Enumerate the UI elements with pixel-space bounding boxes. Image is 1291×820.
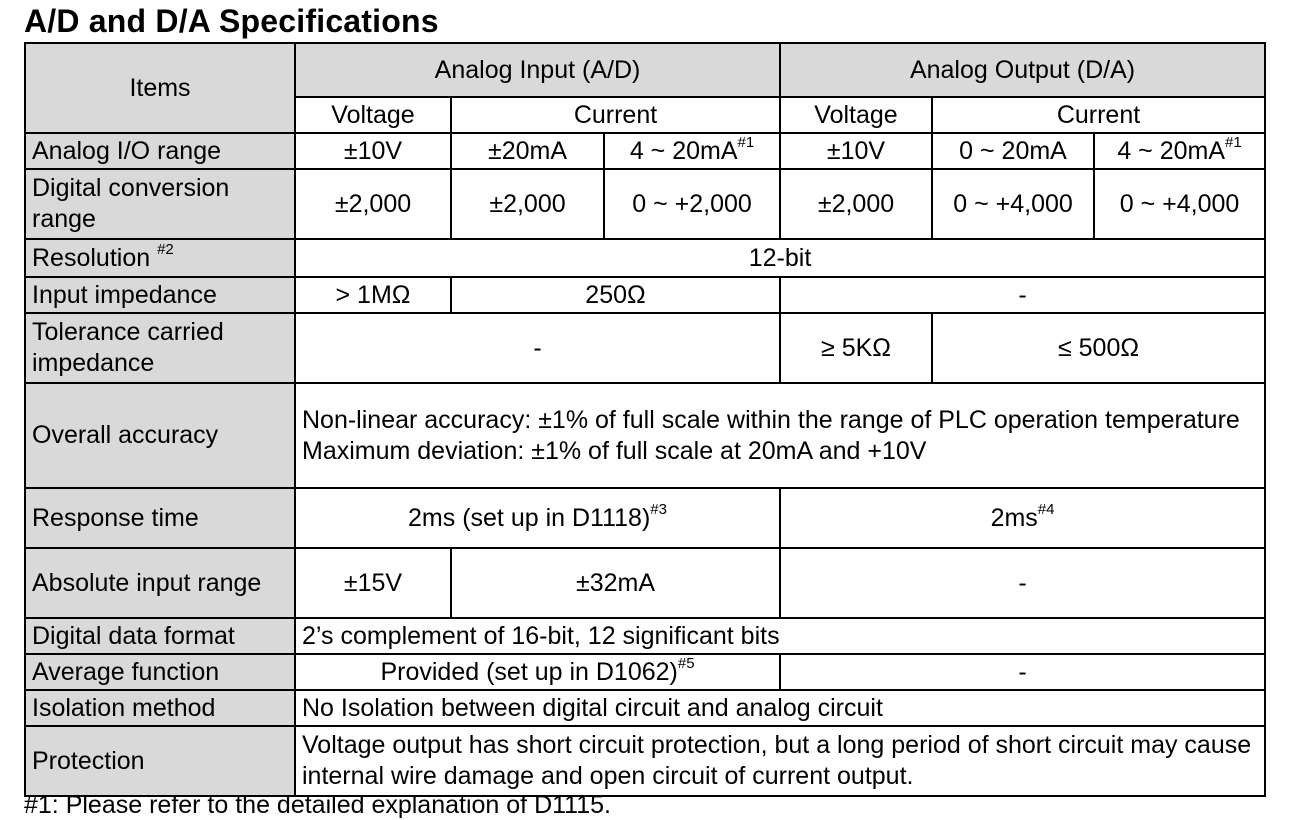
cell: ±32mA xyxy=(451,548,780,618)
table-row xyxy=(25,239,1265,277)
row-label: Isolation method xyxy=(25,690,295,726)
footnote-ref: #3 xyxy=(650,500,667,518)
row-label-text: Resolution xyxy=(32,243,151,272)
input-current-header: Current xyxy=(451,97,780,133)
row-label: Tolerance carried impedance xyxy=(25,313,295,383)
row-label: Digital conversion range xyxy=(25,169,295,239)
analog-output-header: Analog Output (D/A) xyxy=(780,43,1265,97)
row-label: Average function xyxy=(25,654,295,690)
cell: - xyxy=(780,277,1265,313)
table-row xyxy=(25,383,1265,488)
table-row xyxy=(25,726,1265,796)
cell xyxy=(295,488,780,548)
cell: ≥ 5KΩ xyxy=(780,313,932,383)
cell: ±2,000 xyxy=(780,169,932,239)
cell: 0 ~ +2,000 xyxy=(604,169,780,239)
cell: 2’s complement of 16-bit, 12 significant bits xyxy=(295,618,1265,654)
footnote-ref: #1 xyxy=(737,133,755,151)
cell: ≤ 500Ω xyxy=(932,313,1265,383)
cell xyxy=(780,488,1265,548)
row-label xyxy=(25,239,295,277)
row-label: Input impedance xyxy=(25,277,295,313)
output-current-header: Current xyxy=(932,97,1265,133)
output-voltage-header: Voltage xyxy=(780,97,932,133)
analog-input-header: Analog Input (A/D) xyxy=(295,43,780,97)
spec-table xyxy=(24,42,1266,797)
cell: ±10V xyxy=(295,133,451,169)
footnote-ref: #1 xyxy=(1225,133,1242,151)
cell xyxy=(295,383,1265,488)
footnote: #1: Please refer to the detailed explanation of D1115. xyxy=(24,791,611,819)
row-label: Response time xyxy=(25,488,295,548)
table-row xyxy=(25,169,1265,239)
table-row xyxy=(25,488,1265,548)
header-row xyxy=(25,43,1265,97)
cell: > 1MΩ xyxy=(295,277,451,313)
footnote-ref: #5 xyxy=(677,654,695,672)
cell-line: Maximum deviation: ±1% of full scale at 20mA and +10V xyxy=(302,436,927,465)
cell: 250Ω xyxy=(451,277,780,313)
cell: Voltage output has short circuit protection, but a long period of short circuit may cause internal wire damage and open circuit of current output. xyxy=(295,726,1265,796)
cell: - xyxy=(780,654,1265,690)
cell-text: Provided (set up in D1062) xyxy=(380,657,678,686)
cell-text: 4 ~ 20mA xyxy=(1117,136,1226,165)
cell-text: 4 ~ 20mA xyxy=(629,136,738,165)
table-row xyxy=(25,548,1265,618)
row-label: Protection xyxy=(25,726,295,796)
items-header: Items xyxy=(25,43,295,133)
table-row xyxy=(25,133,1265,169)
cell: 0 ~ 20mA xyxy=(932,133,1094,169)
page-title: A/D and D/A Specifications xyxy=(24,3,439,39)
cell: ±15V xyxy=(295,548,451,618)
cell: ±2,000 xyxy=(451,169,604,239)
cell: - xyxy=(295,313,780,383)
input-voltage-header: Voltage xyxy=(295,97,451,133)
cell: ±2,000 xyxy=(295,169,451,239)
row-label: Analog I/O range xyxy=(25,133,295,169)
cell xyxy=(1094,133,1265,169)
table-row xyxy=(25,277,1265,313)
table-row xyxy=(25,690,1265,726)
cell: 0 ~ +4,000 xyxy=(932,169,1094,239)
cell-text: 2ms (set up in D1118) xyxy=(408,503,651,532)
row-label: Overall accuracy xyxy=(25,383,295,488)
cell: ±10V xyxy=(780,133,932,169)
cell: - xyxy=(780,548,1265,618)
cell-text: 2ms xyxy=(990,503,1038,532)
cell: ±20mA xyxy=(451,133,604,169)
footnote-ref: #2 xyxy=(157,240,174,258)
cell xyxy=(295,654,780,690)
cell: No Isolation between digital circuit and analog circuit xyxy=(295,690,1265,726)
footnote-ref: #4 xyxy=(1037,500,1055,518)
cell-line: Non-linear accuracy: ±1% of full scale within the range of PLC operation temperature xyxy=(302,405,1240,434)
cell: 12-bit xyxy=(295,239,1265,277)
table-row xyxy=(25,313,1265,383)
table-row xyxy=(25,618,1265,654)
row-label: Absolute input range xyxy=(25,548,295,618)
table-row xyxy=(25,654,1265,690)
cell xyxy=(604,133,780,169)
row-label: Digital data format xyxy=(25,618,295,654)
cell: 0 ~ +4,000 xyxy=(1094,169,1265,239)
